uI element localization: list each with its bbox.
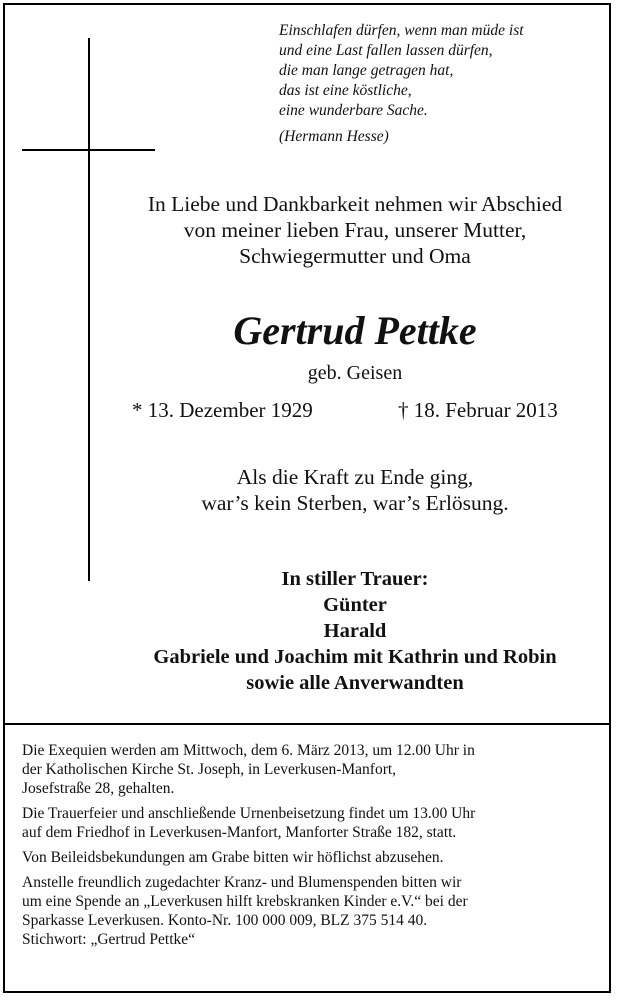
birth-date: * 13. Dezember 1929: [132, 398, 313, 422]
condolence-paragraph: [22, 848, 602, 867]
mourner-name: sowie alle Anverwandten: [246, 672, 464, 694]
maiden-name: geb. Geisen: [307, 362, 403, 384]
poem-line: Einschlafen dürfen, wenn man müde ist: [279, 22, 524, 39]
mourners-heading: In stiller Trauer:: [281, 568, 429, 590]
death-date: † 18. Februar 2013: [398, 398, 558, 422]
mourner-name: Günter: [323, 594, 387, 616]
mourners-list: [100, 566, 610, 696]
poem-line: eine wunderbare Sache.: [279, 102, 428, 119]
info-line: Anstelle freundlich zugedachter Kranz- und Blumenspenden bitten wir: [22, 874, 462, 891]
intro-line: Schwiegermutter und Oma: [239, 244, 471, 268]
verse-text: [100, 464, 610, 516]
info-line: Josefstraße 28, gehalten.: [22, 780, 175, 797]
donation-paragraph: [22, 873, 602, 949]
intro-line: In Liebe und Dankbarkeit nehmen wir Abschied: [147, 192, 563, 216]
info-line: Die Trauerfeier und anschließende Urnenbeisetzung findet um 13.00 Uhr: [22, 805, 476, 822]
deceased-name: Gertrud Pettke: [233, 308, 477, 353]
info-line: Stichwort: „Gertrud Pettke“: [22, 931, 196, 948]
mourner-name: Gabriele und Joachim mit Kathrin und Robin: [153, 646, 557, 668]
info-line: der Katholischen Kirche St. Joseph, in Leverkusen-Manfort,: [22, 761, 397, 778]
intro-line: von meiner lieben Frau, unserer Mutter,: [183, 218, 527, 242]
info-line: Die Exequien werden am Mittwoch, dem 6. März 2013, um 12.00 Uhr in: [22, 742, 475, 759]
poem-author: (Hermann Hesse): [279, 128, 389, 145]
poem-line: die man lange getragen hat,: [279, 62, 454, 79]
info-line: um eine Spende an „Leverkusen hilft krebskranken Kinder e.V.“ bei der: [22, 893, 468, 910]
cross-vertical-bar: [88, 38, 90, 581]
intro-text: [100, 191, 610, 269]
section-divider: [3, 723, 611, 725]
funeral-info: [22, 741, 602, 955]
info-line: Von Beileidsbekundungen am Grabe bitten wir höflichst abzusehen.: [22, 849, 444, 866]
exequien-paragraph: [22, 741, 602, 798]
info-line: auf dem Friedhof in Leverkusen-Manfort, Manforter Straße 182, statt.: [22, 824, 457, 841]
verse-line: war’s kein Sterben, war’s Erlösung.: [201, 491, 509, 515]
poem-line: und eine Last fallen lassen dürfen,: [279, 42, 493, 59]
info-line: Sparkasse Leverkusen. Konto-Nr. 100 000 009, BLZ 375 514 40.: [22, 912, 428, 929]
verse-line: Als die Kraft zu Ende ging,: [236, 465, 474, 489]
poem-line: das ist eine köstliche,: [279, 82, 412, 99]
poem-block: [279, 21, 599, 147]
cross-horizontal-bar: [22, 149, 155, 151]
ceremony-paragraph: [22, 804, 602, 842]
mourner-name: Harald: [323, 620, 387, 642]
